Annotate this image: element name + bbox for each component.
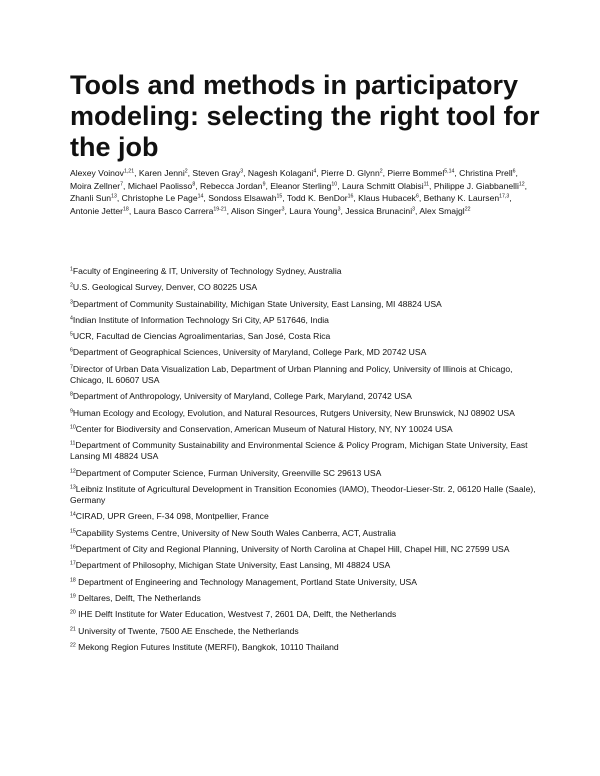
author-affiliation-marker: 2	[184, 168, 188, 175]
affiliation-number: 2	[70, 282, 73, 289]
affiliation-text: Human Ecology and Ecology, Evolution, and Natural Resources, Rutgers University, New Brunswick, NJ 08902 USA	[72, 407, 515, 418]
affiliation-text: Indian Institute of Information Technology Sri City, AP 517646, India	[72, 314, 329, 325]
author	[387, 168, 454, 178]
author-affiliation-marker: 7	[120, 181, 124, 188]
author-name: Rebecca Jordan	[199, 180, 263, 191]
affiliation-text: UCR, Facultad de Ciencias Agroalimentarias, San José, Costa Rica	[72, 331, 331, 342]
affiliation-number: 14	[70, 512, 76, 519]
affiliation-text: CIRAD, UPR Green, F-34 098, Montpellier, France	[75, 511, 269, 522]
affiliation-number: 7	[70, 364, 73, 371]
affiliation-item	[70, 642, 538, 653]
author-affiliation-marker: 3	[281, 206, 285, 213]
author-affiliation-marker: 22	[464, 206, 471, 213]
affiliation-text: Director of Urban Data Visualization Lab, Department of Urban Planning and Policy, University of Illinois at Chicago, Chicago, IL 60607 USA	[70, 363, 513, 385]
affiliation-number: 16	[70, 544, 76, 551]
affiliation-text: Department of Engineering and Technology Management, Portland State University, USA	[75, 576, 418, 587]
author-affiliation-marker: 11	[423, 181, 430, 188]
author-affiliation-marker: 4	[313, 168, 317, 175]
author-affiliation-marker: 15	[276, 193, 283, 200]
author-name: Laura Schmitt Olabisi	[341, 180, 424, 191]
affiliation-number: 8	[70, 391, 73, 398]
author	[139, 168, 188, 178]
affiliation-item	[70, 299, 538, 310]
author-affiliation-marker: 1,21	[123, 168, 135, 175]
affiliation-number: 17	[70, 560, 76, 567]
author	[345, 206, 415, 216]
affiliation-text: U.S. Geological Survey, Denver, CO 80225 USA	[72, 282, 258, 293]
author	[70, 206, 129, 216]
author-affiliation-marker: 3	[412, 206, 415, 213]
affiliation-item	[70, 347, 538, 358]
author-affiliation-marker: 9	[262, 181, 266, 188]
affiliation-number: 12	[70, 468, 76, 475]
affiliation-number: 20	[70, 609, 76, 616]
author-name: Todd K. BenDor	[286, 193, 348, 204]
author-name: Karen Jenni	[138, 168, 185, 178]
author-affiliation-marker: 16	[347, 193, 354, 200]
author-name: Zhanli Sun	[70, 193, 112, 204]
author-affiliation-marker: 2	[379, 168, 383, 175]
affiliation-item	[70, 408, 538, 419]
author-name: Alexey Voinov	[70, 168, 124, 178]
author	[231, 206, 285, 216]
author-name: Sondoss Elsawah	[208, 193, 277, 204]
author-name: Nagesh Kolagani	[247, 168, 314, 178]
affiliation-item	[70, 364, 538, 386]
affiliation-item	[70, 440, 538, 462]
author-affiliation-marker: 17,3	[499, 193, 510, 200]
author	[342, 181, 429, 191]
affiliation-item	[70, 609, 538, 620]
affiliation-text: Faculty of Engineering & IT, University of Technology Sydney, Australia	[72, 266, 342, 276]
affiliation-number: 13	[70, 484, 76, 491]
author	[122, 193, 204, 203]
paper-title: Tools and methods in participatory modeling: selecting the right tool for the job	[70, 70, 540, 162]
author	[208, 193, 282, 203]
author-affiliation-marker: 18	[123, 206, 129, 213]
affiliation-text: Department of Geographical Sciences, University of Maryland, College Park, MD 20742 USA	[72, 347, 427, 358]
author	[419, 206, 470, 216]
author-name: Pierre Bommel	[387, 168, 445, 178]
affiliation-item	[70, 331, 538, 342]
affiliation-number: 4	[70, 315, 73, 322]
affiliation-text: University of Twente, 7500 AE Enschede, the Netherlands	[75, 625, 299, 636]
affiliation-number: 19	[70, 593, 76, 600]
affiliation-item	[70, 626, 538, 637]
author-name: Laura Basco Carrera	[133, 205, 214, 216]
affiliation-text: Department of Computer Science, Furman University, Greenville SC 29613 USA	[75, 467, 382, 478]
author	[358, 193, 419, 203]
author-name: Steven Gray	[192, 168, 241, 178]
author-name: Alex Smajgl	[419, 205, 465, 216]
author-name: Bethany K. Laursen	[423, 193, 500, 204]
author	[287, 193, 353, 203]
affiliation-number: 3	[70, 299, 73, 306]
author-affiliation-marker: 13	[111, 193, 117, 200]
author-name: Moira Zellner	[70, 180, 121, 191]
affiliation-item	[70, 577, 538, 588]
author-affiliation-marker: 3	[240, 168, 244, 175]
affiliation-text: Department of Philosophy, Michigan State University, East Lansing, MI 48824 USA	[75, 560, 391, 571]
author-name: Christina Prell	[459, 168, 513, 178]
author-name: Eleanor Sterling	[270, 180, 332, 191]
affiliation-number: 11	[70, 440, 76, 447]
author-affiliation-marker: 14	[197, 193, 204, 200]
author	[192, 168, 243, 178]
author-affiliation-marker: 3	[337, 206, 341, 213]
affiliation-number: 21	[70, 626, 76, 633]
author-name: Pierre D. Glynn	[321, 168, 380, 178]
affiliation-text: Deltares, Delft, The Netherlands	[75, 592, 201, 603]
affiliation-text: Capability Systems Centre, University of New South Wales Canberra, ACT, Australia	[75, 527, 396, 538]
affiliation-list	[70, 266, 538, 658]
affiliation-item	[70, 424, 538, 435]
author	[289, 206, 340, 216]
author	[70, 168, 134, 178]
affiliation-item	[70, 593, 538, 604]
author	[248, 168, 316, 178]
author	[200, 181, 265, 191]
affiliation-item	[70, 266, 538, 277]
author-name: Klaus Hubacek	[358, 193, 416, 204]
affiliation-number: 18	[70, 577, 76, 584]
affiliation-text: Department of City and Regional Planning, University of North Carolina at Chapel Hill, Chapel Hill, NC 27599 USA	[75, 544, 510, 555]
author	[321, 168, 383, 178]
author-name: Christophe Le Page	[121, 193, 198, 204]
author-affiliation-marker: 8	[192, 181, 196, 188]
affiliation-item	[70, 391, 538, 402]
affiliation-text: Center for Biodiversity and Conservation, American Museum of Natural History, NY, NY 10024 USA	[75, 423, 453, 434]
affiliation-item	[70, 544, 538, 555]
affiliation-number: 9	[70, 408, 73, 415]
affiliation-item	[70, 468, 538, 479]
affiliation-number: 22	[70, 642, 76, 649]
author	[70, 181, 123, 191]
author-affiliation-marker: 10	[331, 181, 338, 188]
affiliation-text: Leibniz Institute of Agricultural Development in Transition Economies (IAMO), Theodor-Lieser-Str. 2, 06120 Halle (Saale), Germany	[70, 483, 536, 506]
affiliation-item	[70, 560, 538, 571]
affiliation-text: Department of Anthropology, University of Maryland, College Park, Maryland, 20742 USA	[72, 391, 412, 402]
affiliation-item	[70, 484, 538, 506]
author	[128, 181, 195, 191]
author	[134, 206, 227, 216]
affiliation-item	[70, 528, 538, 539]
affiliation-text: Department of Community Sustainability and Environmental Science & Policy Program, Michigan State University, East Lansing MI 48824 USA	[70, 440, 528, 462]
author-name: Alison Singer	[230, 205, 282, 216]
author-name: Laura Young	[289, 205, 338, 216]
author-affiliation-marker: 5,14	[444, 168, 455, 175]
author-list: Alexey Voinov$^{1,21}$, Karen Jenni$^2$, Steven Gray$^3$, Nagesh Kolagani$^4$, Pierre D. Glynn$^2$, Pierre Bommel$^{5,14}$, Christina Prell$^6$, Moira Zellner$^7$, Michael Paolisso$^8$, Rebecca Jordan$^9$, Eleanor Sterling$^{10}$, Laura Schmitt Olabisi$^{11}$, Philippe J. Giabbanelli$^{12}$, Zhanli Sun$^{13}$, Christophe Le Page$^{14}$, Sondoss Elsawah$^{15}$, Todd K. BenDor$^{16}$, Klaus Hubacek$^6$, Bethany K. Laursen$^{17,3}$, Antonie Jetter$^{18}$, Laura Basco Carrera$^{19-21}$, Alison Singer$^3$, Laura Young$^3$, Jessica Brunacini$^3$, Alex Smajgl$^{22}$	[70, 168, 528, 216]
affiliation-item	[70, 315, 538, 326]
affiliation-number: 10	[70, 424, 76, 431]
affiliation-text: Mekong Region Futures Institute (MERFI), Bangkok, 10110 Thailand	[75, 641, 339, 652]
author	[270, 181, 337, 191]
affiliation-item	[70, 282, 538, 293]
affiliation-number: 1	[70, 266, 73, 273]
author-name: Philippe J. Giabbanelli	[433, 180, 519, 191]
author	[70, 193, 117, 203]
affiliation-text: Department of Community Sustainability, Michigan State University, East Lansing, MI 48824 USA	[72, 298, 442, 309]
author	[424, 193, 510, 203]
author-affiliation-marker: 6	[415, 193, 419, 200]
author	[434, 181, 525, 191]
author	[459, 168, 515, 178]
affiliation-number: 6	[70, 348, 73, 355]
author-affiliation-marker: 12	[518, 181, 525, 188]
affiliation-number: 15	[70, 528, 76, 535]
affiliation-number: 5	[70, 331, 73, 338]
affiliation-text: IHE Delft Institute for Water Education, Westvest 7, 2601 DA, Delft, the Netherlands	[75, 609, 397, 620]
author-name: Antonie Jetter	[70, 205, 124, 216]
author-affiliation-marker: 6	[512, 168, 516, 175]
author-affiliation-marker: 19-21	[213, 206, 227, 213]
author-name: Jessica Brunacini	[345, 205, 413, 216]
author-name: Michael Paolisso	[127, 180, 193, 191]
affiliation-item	[70, 511, 538, 522]
